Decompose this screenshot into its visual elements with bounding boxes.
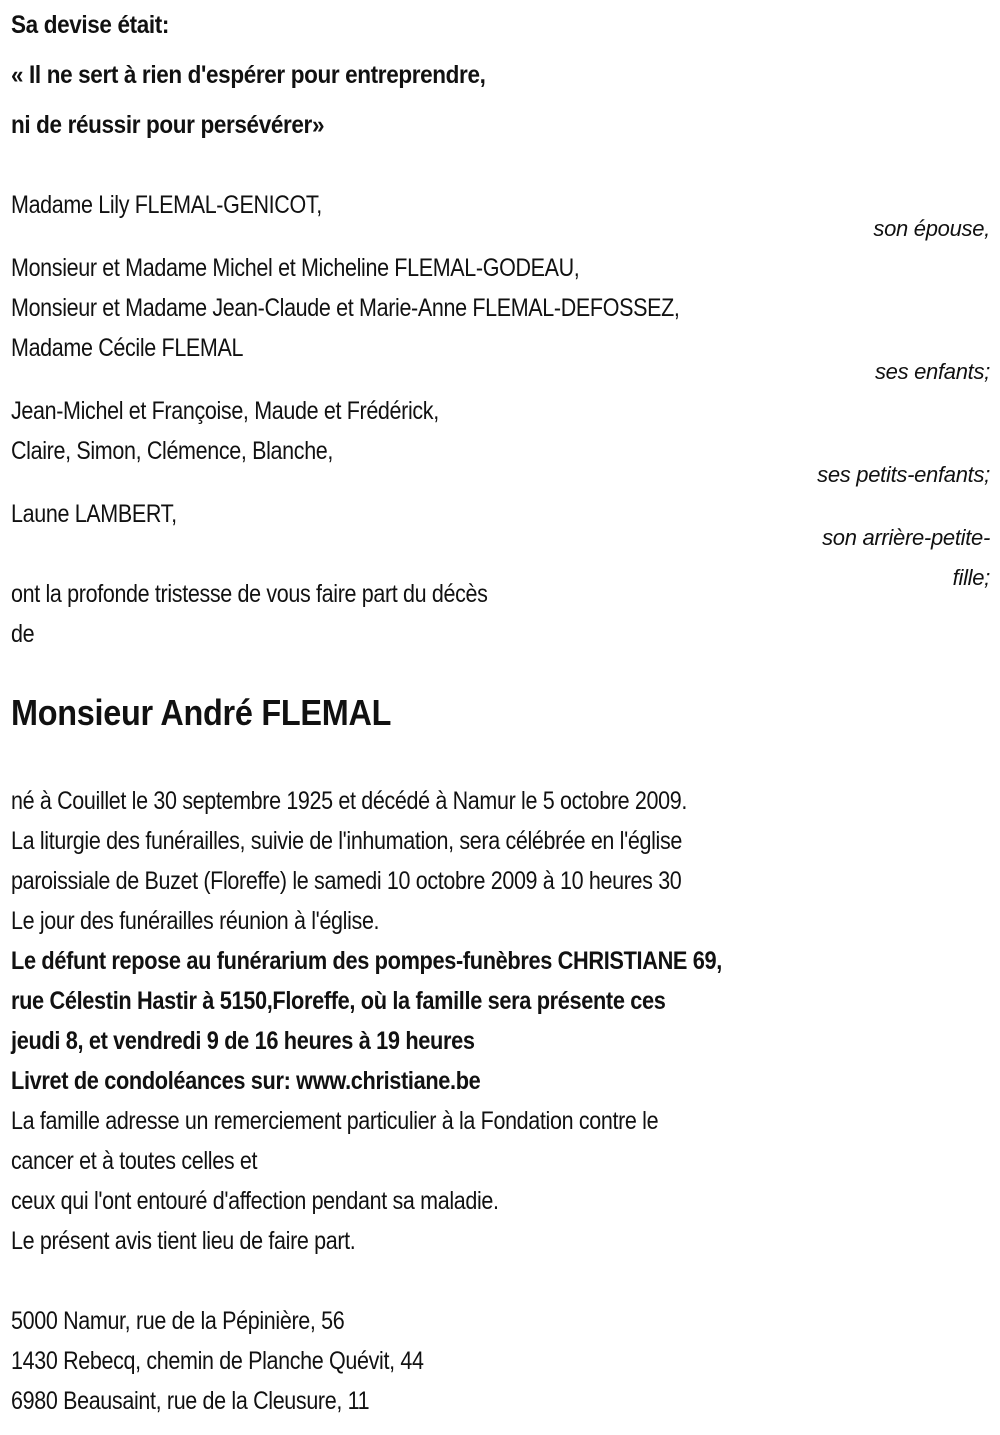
address-line-text: 1430 Rebecq, chemin de Planche Quévit, 44 [11, 1347, 424, 1375]
detail-line [11, 906, 439, 936]
motto-line-2-text: ni de réussir pour persévérer» [11, 111, 325, 139]
child-name [11, 293, 788, 323]
deceased-name-text: Monsieur André FLEMAL [11, 692, 392, 733]
announcement-line-2 [11, 619, 38, 649]
address-line [11, 1386, 428, 1416]
detail-line [11, 826, 791, 856]
great-grandchild-name-text: Laune LAMBERT, [11, 500, 177, 528]
spouse-name-text: Madame Lily FLEMAL-GENICOT, [11, 191, 322, 219]
child-name [11, 253, 672, 283]
motto-line-2 [11, 110, 359, 140]
detail-line [11, 866, 791, 896]
spouse-relation: son épouse, [873, 216, 990, 241]
closing-line-text: cancer et à toutes celles et [11, 1147, 258, 1175]
spouse-name [11, 190, 373, 220]
detail-line-text: Le jour des funérailles réunion à l'église. [11, 907, 380, 935]
children-relation: ses enfants; [874, 359, 990, 384]
grandchild-names [11, 396, 509, 426]
closing-line [11, 1146, 297, 1176]
detail-line-text: paroissiale de Buzet (Floreffe) le samedi 10 octobre 2009 à 10 heures 30 [11, 867, 682, 895]
closing-line [11, 1106, 764, 1136]
announcement-line-1 [11, 579, 565, 609]
motto-intro-text: Sa devise était: [11, 11, 170, 39]
closing-line [11, 1226, 412, 1256]
funerarium-line-text: jeudi 8, et vendredi 9 de 16 heures à 19 heures [11, 1027, 475, 1055]
condolences-link-text[interactable]: Livret de condoléances sur: www.christiane.be [11, 1067, 481, 1095]
funerarium-line [11, 946, 828, 976]
funerarium-line [11, 1026, 544, 1056]
announcement-line-2-text: de [11, 620, 35, 648]
grandchildren-relation: ses petits-enfants; [817, 462, 990, 487]
grandchild-names [11, 436, 385, 466]
child-name-text: Monsieur et Madame Michel et Micheline FLEMAL-GODEAU, [11, 254, 580, 282]
funerarium-line-text: rue Célestin Hastir à 5150,Floreffe, où la famille sera présente ces [11, 987, 666, 1015]
address-line [11, 1306, 399, 1336]
grandchild-names-text: Jean-Michel et Françoise, Maude et Frédérick, [11, 397, 439, 425]
address-line-text: 6980 Beausaint, rue de la Cleusure, 11 [11, 1387, 370, 1415]
closing-line [11, 1186, 578, 1216]
address-line [11, 1346, 491, 1376]
deceased-name [11, 692, 433, 734]
detail-line-text: né à Couillet le 30 septembre 1925 et décédé à Namur le 5 octobre 2009. [11, 787, 687, 815]
closing-line-text: La famille adresse un remerciement particulier à la Fondation contre le [11, 1107, 659, 1135]
motto-line-1 [11, 60, 538, 90]
funerarium-line [11, 986, 763, 1016]
motto-line-1-text: « Il ne sert à rien d'espérer pour entreprendre, [11, 61, 486, 89]
child-name-text: Monsieur et Madame Jean-Claude et Marie-Anne FLEMAL-DEFOSSEZ, [11, 294, 680, 322]
child-name-text: Madame Cécile FLEMAL [11, 334, 244, 362]
closing-line-text: ceux qui l'ont entouré d'affection pendant sa maladie. [11, 1187, 499, 1215]
detail-line-text: La liturgie des funérailles, suivie de l'inhumation, sera célébrée en l'église [11, 827, 682, 855]
address-line-text: 5000 Namur, rue de la Pépinière, 56 [11, 1307, 345, 1335]
announcement-line-1-text: ont la profonde tristesse de vous faire part du décès [11, 580, 488, 608]
motto-intro [11, 10, 187, 40]
grandchild-names-text: Claire, Simon, Clémence, Blanche, [11, 437, 334, 465]
great-grandchild-relation-1: son arrière-petite- [822, 525, 990, 550]
great-grandchild-relation-2: fille; [952, 565, 990, 590]
child-name [11, 333, 281, 363]
detail-line [11, 786, 797, 816]
condolences-link-line[interactable] [11, 1066, 551, 1096]
closing-line-text: Le présent avis tient lieu de faire part. [11, 1227, 356, 1255]
great-grandchild-name [11, 499, 204, 529]
funerarium-line-text: Le défunt repose au funérarium des pompes-funèbres CHRISTIANE 69, [11, 947, 722, 975]
